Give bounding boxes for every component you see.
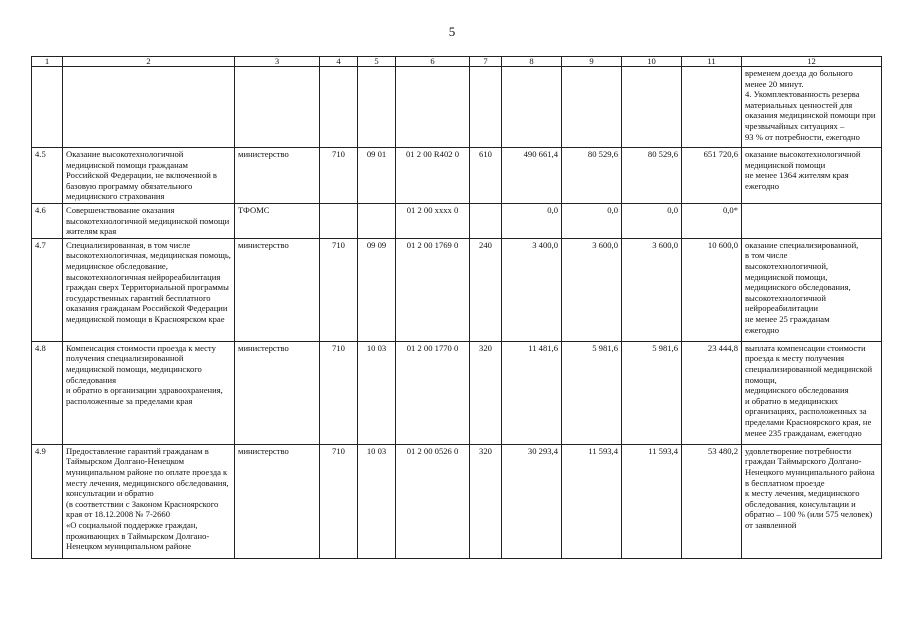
expense-type-code: 320 [470, 444, 502, 558]
activity-name: Компенсация стоимости проезда к месту получения специализированной медицинской помощи, медицинского обследования и обратно в организации здравоохранения, расположенные за пределами края [63, 341, 235, 444]
expense-type-code [470, 204, 502, 239]
column-header: 3 [235, 57, 320, 67]
row-number: 4.7 [32, 238, 63, 341]
year1-amount: 3 400,0 [502, 238, 562, 341]
grbs-code [320, 204, 358, 239]
section-code: 10 03 [358, 341, 396, 444]
year3-amount: 5 981,6 [622, 341, 682, 444]
activity-name: Оказание высокотехнологичной медицинской помощи гражданам Российской Федерации, не включенной в базовую программу обязательного медицинского страхования [63, 148, 235, 204]
page-number: 5 [448, 24, 456, 39]
year3-amount: 0,0 [622, 204, 682, 239]
executor: министерство [235, 148, 320, 204]
expected-result [742, 204, 882, 239]
table-row [32, 341, 882, 444]
column-header: 12 [742, 57, 882, 67]
column-header: 8 [502, 57, 562, 67]
table-row [32, 67, 882, 148]
target-article-code: 01 2 00 1770 0 [396, 341, 470, 444]
target-article-code: 01 2 00 1769 0 [396, 238, 470, 341]
total-amount: 53 480,2 [682, 444, 742, 558]
column-header: 7 [470, 57, 502, 67]
executor: ТФОМС [235, 204, 320, 239]
year2-amount: 11 593,4 [562, 444, 622, 558]
total-amount: 23 444,8 [682, 341, 742, 444]
year1-amount: 490 661,4 [502, 148, 562, 204]
year1-amount: 11 481,6 [502, 341, 562, 444]
year2-amount [562, 67, 622, 148]
column-header: 10 [622, 57, 682, 67]
year3-amount: 80 529,6 [622, 148, 682, 204]
year3-amount: 11 593,4 [622, 444, 682, 558]
row-number: 4.9 [32, 444, 63, 558]
table-row [32, 444, 882, 558]
section-code: 10 03 [358, 444, 396, 558]
activity-name: Совершенствование оказания высокотехнологичной медицинской помощи жителям края [63, 204, 235, 239]
total-amount: 10 600,0 [682, 238, 742, 341]
expected-result: удовлетворение потребности граждан Таймырского Долгано-Ненецкого муниципального района в бесплатном проезде к месту лечения, медицинского обследования, консультации и обратно – 100 % (или 575 человек) от заявленной [742, 444, 882, 558]
year1-amount [502, 67, 562, 148]
activity-name: Предоставление гарантий гражданам в Таймырском Долгано-Ненецком муниципальном районе по оплате проезда к месту лечения, медицинского обследования, консультации и обратно (в соответствии с Законом Красноярского края от 18.12.2008 № 7-2660 «О социальной поддержке граждан, проживающих в Таймырском Долгано-Ненецком муниципальном районе [63, 444, 235, 558]
section-code: 09 01 [358, 148, 396, 204]
year3-amount: 3 600,0 [622, 238, 682, 341]
total-amount [682, 67, 742, 148]
year1-amount: 30 293,4 [502, 444, 562, 558]
column-header: 11 [682, 57, 742, 67]
year3-amount [622, 67, 682, 148]
total-amount: 0,0* [682, 204, 742, 239]
row-number [32, 67, 63, 148]
expense-type-code: 610 [470, 148, 502, 204]
grbs-code: 710 [320, 444, 358, 558]
expected-result: временем доезда до больного менее 20 минут. 4. Укомплектованность резерва материальных ценностей для оказания медицинской помощи при чрезвычайных ситуациях – 93 % от потребности, ежегодно [742, 67, 882, 148]
column-header: 5 [358, 57, 396, 67]
expense-type-code: 320 [470, 341, 502, 444]
grbs-code: 710 [320, 238, 358, 341]
table-row [32, 148, 882, 204]
activity-name: Специализированная, в том числе высокотехнологичная, медицинская помощь, медицинское обследование, высокотехнологичная нейрореабилитация граждан сверх Территориальной программы государственных гарантий бесплатного оказания гражданам Российской Федерации медицинской помощи в Красноярском крае [63, 238, 235, 341]
section-code [358, 204, 396, 239]
grbs-code: 710 [320, 341, 358, 444]
target-article-code [396, 67, 470, 148]
expected-result: выплата компенсации стоимости проезда к месту получения специализированной медицинской помощи, медицинского обследования и обратно в медицинских организациях, расположенных за пределами Красноярского края, не менее 235 гражданам, ежегодно [742, 341, 882, 444]
column-header: 9 [562, 57, 622, 67]
column-header: 4 [320, 57, 358, 67]
table-row [32, 204, 882, 239]
target-article-code: 01 2 00 xxxx 0 [396, 204, 470, 239]
executor [235, 67, 320, 148]
activity-name [63, 67, 235, 148]
table-row [32, 238, 882, 341]
row-number: 4.8 [32, 341, 63, 444]
year2-amount: 5 981,6 [562, 341, 622, 444]
program-activities-table [31, 56, 882, 559]
expected-result: оказание специализированной, в том числе высокотехнологичной, медицинской помощи, медицинского обследования, высокотехнологичной нейрореабилитации не менее 25 гражданам ежегодно [742, 238, 882, 341]
total-amount: 651 720,6 [682, 148, 742, 204]
executor: министерство [235, 238, 320, 341]
year2-amount: 3 600,0 [562, 238, 622, 341]
expected-result: оказание высокотехнологичной медицинской помощи не менее 1364 жителям края ежегодно [742, 148, 882, 204]
grbs-code [320, 67, 358, 148]
executor: министерство [235, 444, 320, 558]
year2-amount: 0,0 [562, 204, 622, 239]
column-header: 6 [396, 57, 470, 67]
row-number: 4.5 [32, 148, 63, 204]
column-header: 1 [32, 57, 63, 67]
section-code: 09 09 [358, 238, 396, 341]
year1-amount: 0,0 [502, 204, 562, 239]
target-article-code: 01 2 00 0526 0 [396, 444, 470, 558]
expense-type-code: 240 [470, 238, 502, 341]
year2-amount: 80 529,6 [562, 148, 622, 204]
executor: министерство [235, 341, 320, 444]
target-article-code: 01 2 00 R402 0 [396, 148, 470, 204]
section-code [358, 67, 396, 148]
column-number-header-row [32, 57, 882, 67]
row-number: 4.6 [32, 204, 63, 239]
column-header: 2 [63, 57, 235, 67]
expense-type-code [470, 67, 502, 148]
grbs-code: 710 [320, 148, 358, 204]
